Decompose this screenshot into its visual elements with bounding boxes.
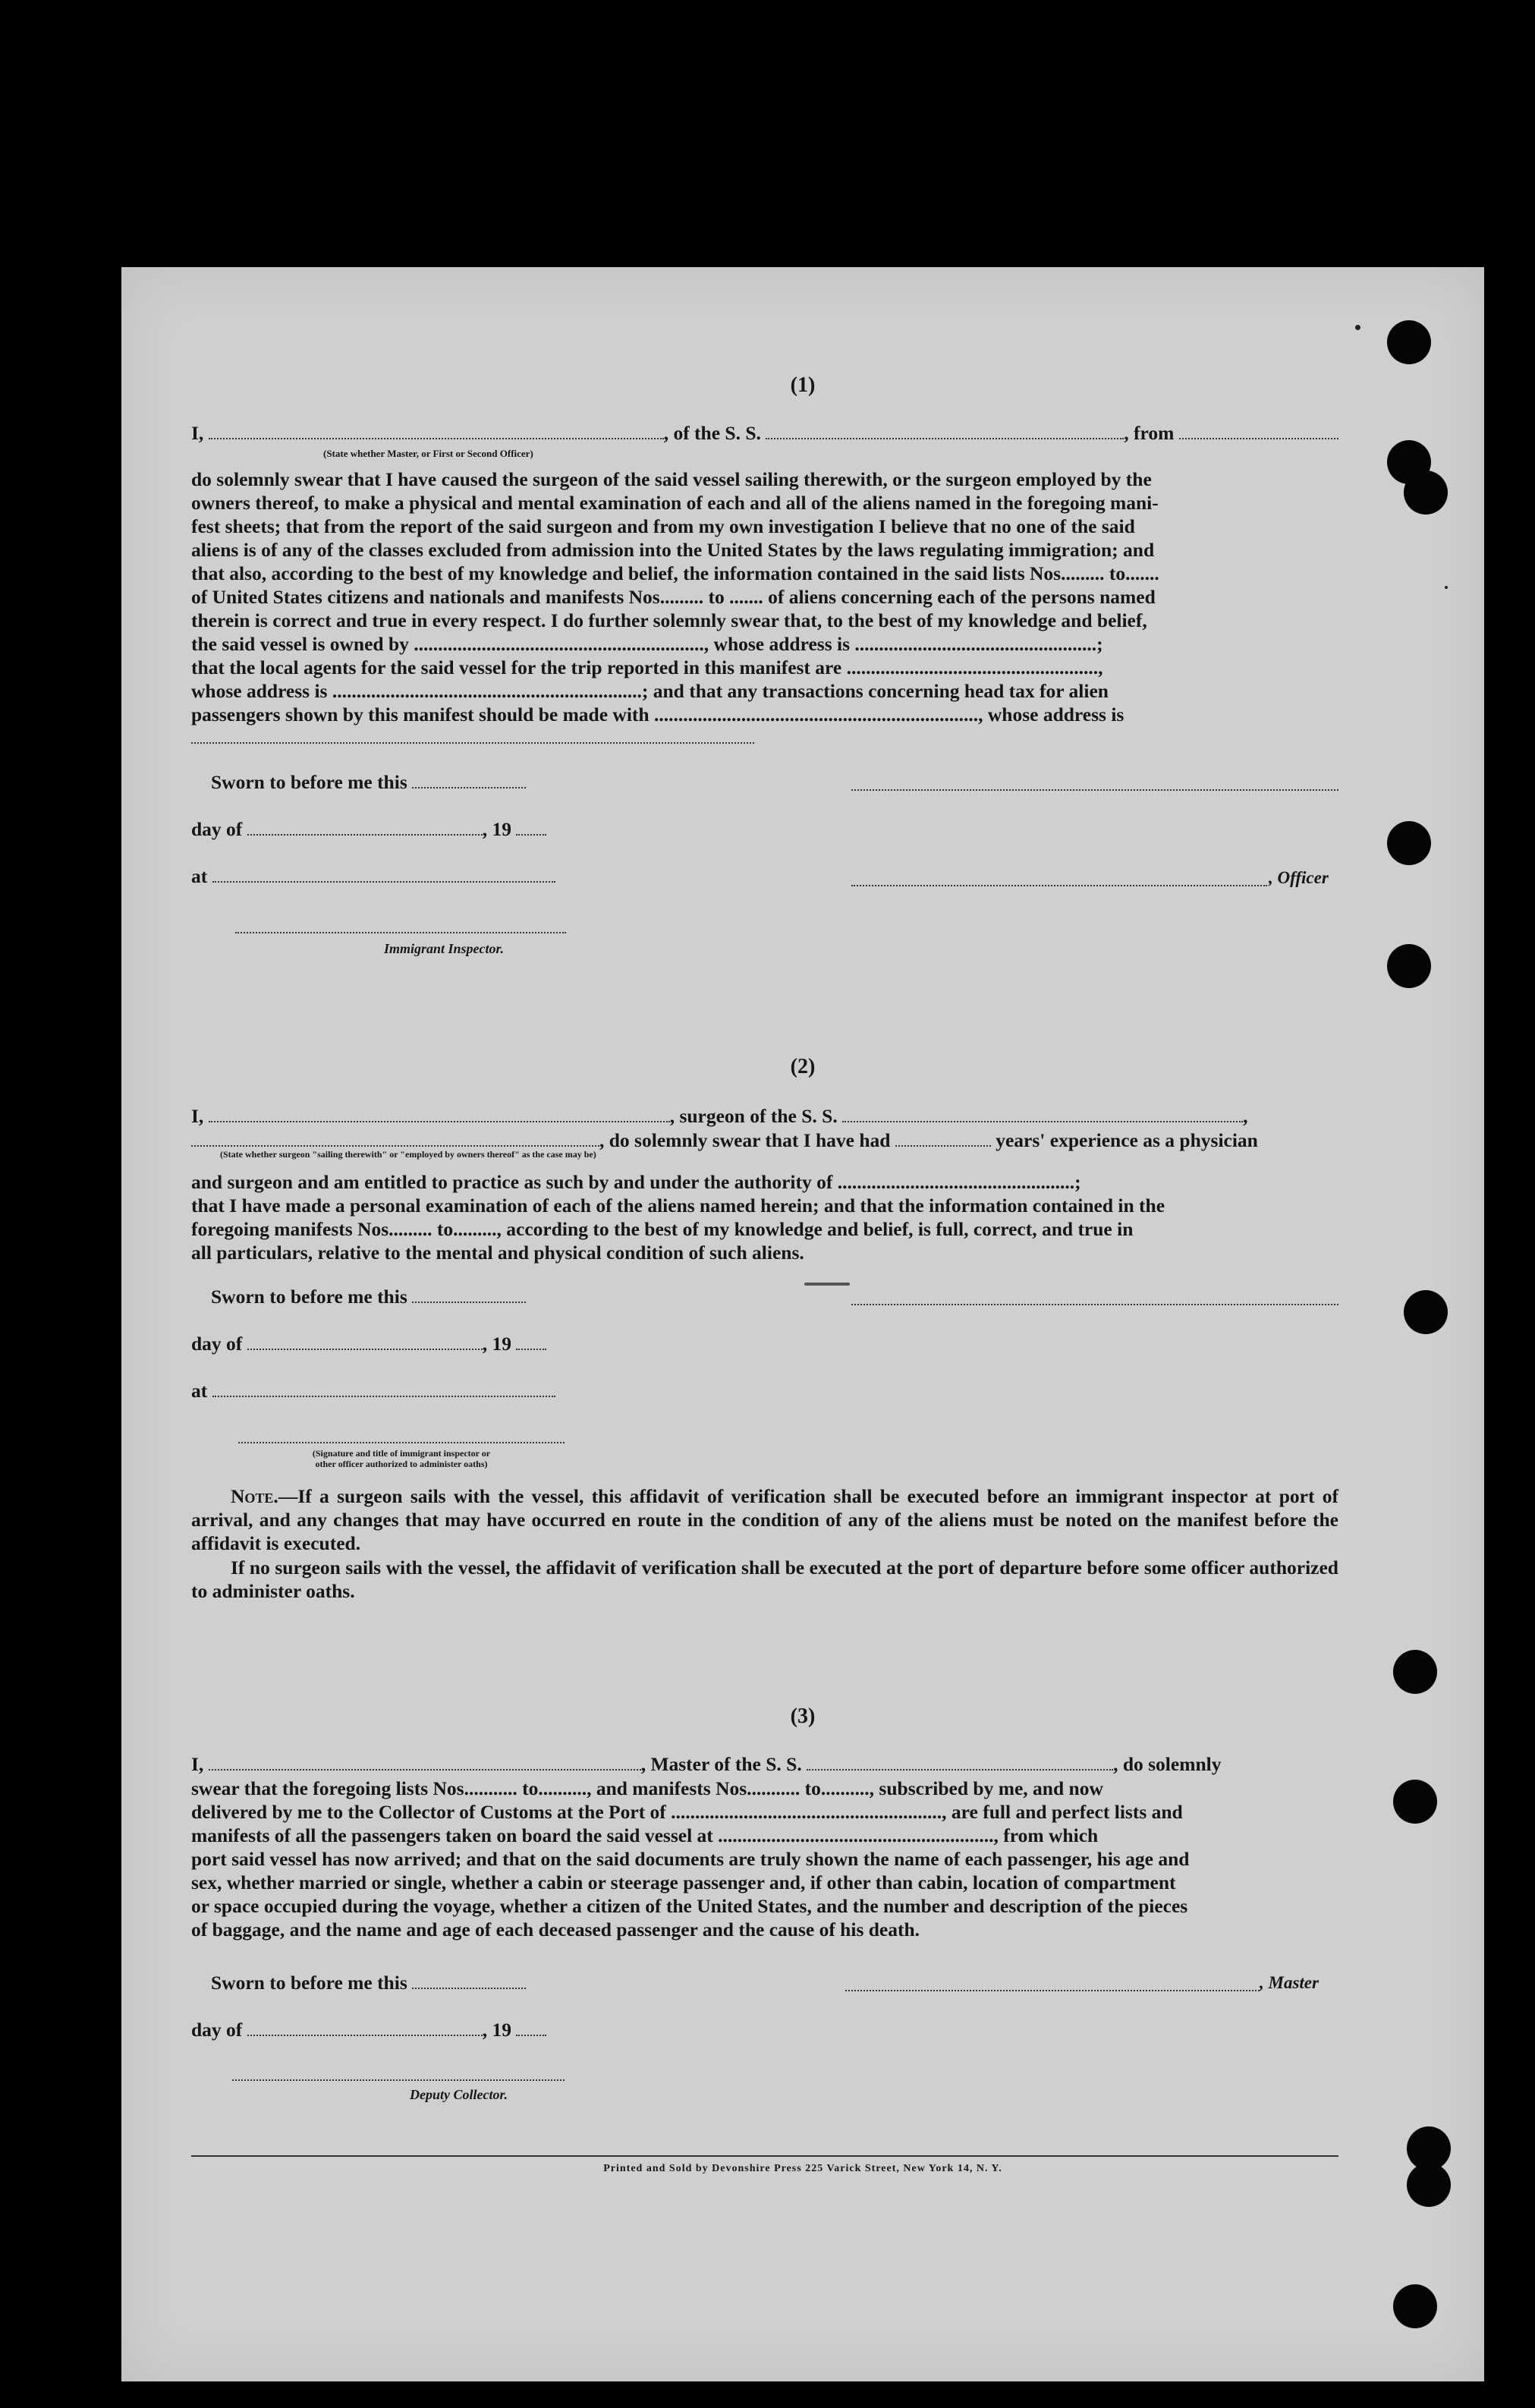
body-line: swear that the foregoing lists Nos........... to.........., and manifests Nos........... to.........., subscribed by me, and now: [191, 1777, 1103, 1799]
i-label: I,: [191, 422, 204, 444]
sworn-label: Sworn to before me this: [211, 771, 407, 793]
body-line: aliens is of any of the classes excluded from admission into the United States by the laws regulating immigration; and: [191, 539, 1155, 561]
body-line: whose address is ................................................................; and that any transactions concerning head tax for alien: [191, 680, 1109, 702]
punch-hole: [1393, 1780, 1437, 1824]
body-line: port said vessel has now arrived; and that on the said documents are truly shown the name of each passenger, his age and: [191, 1848, 1190, 1870]
section-1-line-1: [191, 422, 1338, 445]
years-label: years' experience as a physician: [996, 1129, 1258, 1151]
swear-label: , do solemnly: [1113, 1753, 1222, 1775]
body-line: of baggage, and the name and age of each deceased passenger and the cause of his death.: [191, 1919, 920, 1941]
punch-hole: [1404, 471, 1448, 515]
surgeon-signature-blank[interactable]: [851, 1304, 1338, 1305]
body-line: or space occupied during the voyage, whether a citizen of the United States, and the number and description of the pieces: [191, 1895, 1188, 1917]
year-label: , 19: [482, 1333, 511, 1355]
at-row: [191, 865, 555, 888]
note-paragraph: [191, 1484, 1338, 1555]
body-line: do solemnly swear that I have caused the surgeon of the said vessel sailing therewith, or the surgeon employed by the: [191, 468, 1152, 490]
body-line: that the local agents for the said vessel for the trip reported in this manifest are ....................................................,: [191, 656, 1103, 678]
ship-name-blank[interactable]: [807, 1754, 1113, 1771]
footer-rule: [191, 2155, 1338, 2157]
surgeon-status-blank[interactable]: [191, 1130, 599, 1147]
signature-caption: [238, 1448, 565, 1469]
master-signature-blank[interactable]: [845, 1990, 1260, 1991]
sworn-row: [211, 771, 526, 794]
section-3-heading: (3): [790, 1704, 816, 1728]
sworn-row: [211, 1972, 526, 1994]
officer-label: , Officer: [1269, 868, 1329, 887]
ship-name-blank[interactable]: [842, 1106, 1243, 1122]
body-line: manifests of all the passengers taken on board the said vessel at ........................................................., from which: [191, 1824, 1099, 1846]
section-2-heading: (2): [790, 1055, 816, 1078]
inspector-signature-blank[interactable]: [235, 932, 566, 933]
signature-blank[interactable]: [851, 789, 1338, 791]
body-line: the said vessel is owned by ............................................................, whose address is ..................................................;: [191, 633, 1103, 655]
year-label: , 19: [482, 818, 511, 840]
day-of-label: day of: [191, 818, 243, 840]
sworn-row: [211, 1286, 526, 1308]
note-paragraph-2: If no surgeon sails with the vessel, the affidavit of verification shall be executed at the port of departure before some officer authorized to administer oaths.: [191, 1557, 1338, 1602]
body-line: all particulars, relative to the mental and physical condition of such aliens.: [191, 1242, 804, 1264]
section-2-line-1: I, , surgeon of the S. S. ,: [191, 1105, 1248, 1127]
year-blank[interactable]: [516, 819, 546, 836]
body-line: that I have made a personal examination of each of the aliens named herein; and that the information contained in the: [191, 1195, 1165, 1217]
body-line: sex, whether married or single, whether a cabin or steerage passenger and, if other than cabin, location of compartment: [191, 1871, 1176, 1893]
signature-caption-line: other officer authorized to administer oaths): [315, 1459, 488, 1469]
collector-signature-blank[interactable]: [232, 2079, 565, 2081]
master-name-blank[interactable]: [209, 1754, 641, 1771]
from-port-blank[interactable]: [1179, 423, 1338, 439]
at-label: at: [191, 1380, 208, 1402]
from-label: , from: [1124, 422, 1175, 444]
body-line: that also, according to the best of my knowledge and belief, the information contained in the said lists Nos......... to.......: [191, 562, 1159, 584]
address-continuation-blank[interactable]: [191, 742, 754, 744]
speck: [1355, 325, 1360, 330]
day-blank[interactable]: [247, 2019, 483, 2036]
body-line: foregoing manifests Nos......... to........., according to the best of my knowledge and belief, is full, correct, and true in: [191, 1218, 1134, 1240]
inspector-signature-blank[interactable]: [238, 1442, 565, 1443]
punch-hole: [1387, 320, 1431, 364]
body-line: fest sheets; that from the report of the said surgeon and from my own investigation I believe that no one of the said: [191, 515, 1135, 537]
day-of-label: day of: [191, 2019, 243, 2041]
section-2-caption: (State whether surgeon "sailing therewith" or "employed by owners thereof" as the case may be): [220, 1149, 596, 1160]
smudge: [804, 1283, 850, 1286]
section-1-heading: (1): [790, 373, 816, 397]
at-place-blank[interactable]: [212, 866, 555, 883]
i-label: I,: [191, 1105, 204, 1127]
section-1-body: [191, 467, 1338, 726]
master-label: , Master of the S. S.: [640, 1753, 802, 1775]
section-3-body: [191, 1777, 1338, 1941]
collector-label: Deputy Collector.: [410, 2087, 508, 2102]
section-3-line-1: [191, 1753, 1221, 1776]
year-blank[interactable]: [516, 1333, 546, 1350]
body-line: and surgeon and am entitled to practice as such by and under the authority of .................................................;: [191, 1171, 1081, 1193]
speck: [1445, 586, 1448, 589]
ship-name-blank[interactable]: [766, 423, 1124, 439]
at-place-blank[interactable]: [212, 1380, 555, 1397]
note-label: Note.: [231, 1485, 278, 1507]
years-blank[interactable]: [895, 1130, 991, 1147]
manifest-form-page: [121, 267, 1484, 2381]
day-of-label: day of: [191, 1333, 243, 1355]
sworn-date-blank[interactable]: [412, 1286, 526, 1303]
signature-caption-line: (Signature and title of immigrant inspector or: [312, 1448, 491, 1459]
sworn-date-blank[interactable]: [412, 772, 526, 789]
punch-hole: [1404, 1290, 1448, 1334]
day-row: [191, 2019, 546, 2041]
officer-signature-blank[interactable]: [851, 885, 1267, 886]
section-2-body: [191, 1170, 1338, 1264]
day-blank[interactable]: [247, 819, 483, 836]
sworn-date-blank[interactable]: [412, 1972, 526, 1989]
surgeon-label: , surgeon of the S. S.: [669, 1105, 838, 1127]
punch-hole: [1387, 821, 1431, 865]
body-line: delivered by me to the Collector of Customs at the Port of ........................................................, are full and perfect lists and: [191, 1801, 1183, 1823]
inspector-label: Immigrant Inspector.: [384, 941, 505, 956]
sworn-label: Sworn to before me this: [211, 1286, 407, 1308]
day-row: [191, 818, 546, 841]
printer-imprint: Printed and Sold by Devonshire Press 225 Varick Street, New York 14, N. Y.: [603, 2163, 1002, 2174]
body-line: of United States citizens and nationals and manifests Nos......... to ....... of aliens concerning each of the persons named: [191, 586, 1156, 608]
sworn-label: Sworn to before me this: [211, 1972, 407, 1994]
at-label: at: [191, 865, 208, 887]
section-1-caption: (State whether Master, or First or Second Officer): [323, 448, 533, 459]
ship-label: , of the S. S.: [663, 422, 761, 444]
i-label: I,: [191, 1753, 204, 1775]
swear-label: , do solemnly swear that I have had: [599, 1129, 891, 1151]
body-line: passengers shown by this manifest should be made with ..................................................................., whose address is: [191, 704, 1125, 726]
day-row: [191, 1333, 546, 1355]
year-blank[interactable]: [516, 2019, 546, 2036]
punch-hole: [1387, 944, 1431, 988]
master-label: , Master: [1260, 1973, 1319, 1992]
punch-hole: [1393, 2284, 1437, 2328]
body-line: owners thereof, to make a physical and mental examination of each and all of the aliens named in the foregoing mani-: [191, 492, 1159, 514]
at-row: [191, 1380, 555, 1402]
year-label: , 19: [482, 2019, 511, 2041]
day-blank[interactable]: [247, 1333, 483, 1350]
surgeon-name-blank[interactable]: [209, 1106, 670, 1122]
punch-hole: [1393, 1650, 1437, 1694]
body-line: therein is correct and true in every respect. I do further solemnly swear that, to the best of my knowledge and belief,: [191, 609, 1147, 631]
name-blank[interactable]: [209, 423, 664, 439]
note-text: —If a surgeon sails with the vessel, this affidavit of verification shall be executed before an immigrant inspector at port of arrival, and any changes that may have occurred en route in the condition of any of the aliens must be noted on the manifest before the affidavit is executed.: [191, 1485, 1338, 1554]
